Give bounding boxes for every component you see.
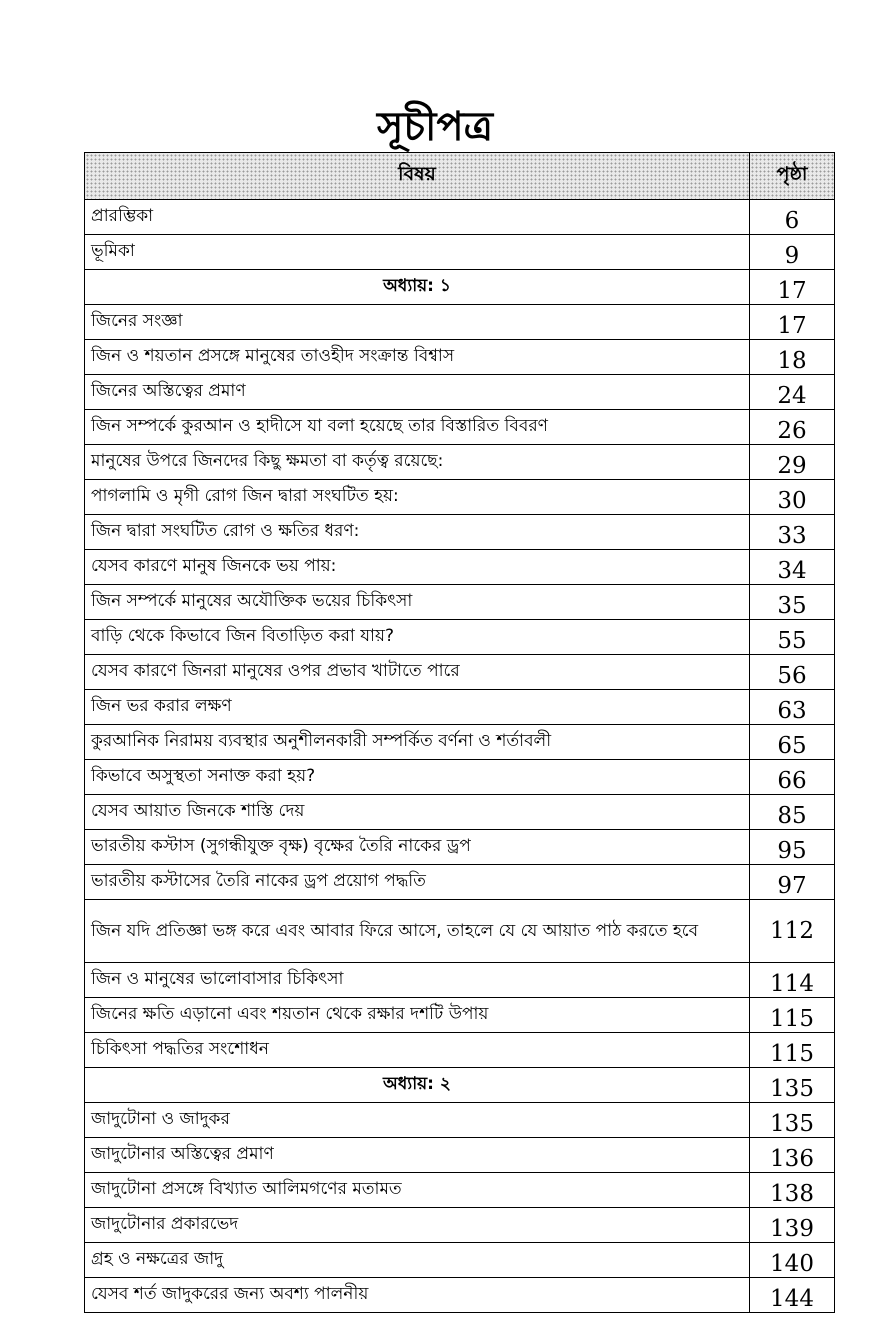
topic-cell: জিনের ক্ষতি এড়ানো এবং শয়তান থেকে রক্ষার দশটি উপায়: [85, 998, 750, 1033]
table-row: [85, 550, 835, 585]
topic-cell: যেসব শর্ত জাদুকরের জন্য অবশ্য পালনীয়: [85, 1278, 750, 1313]
page-number-cell: 140: [750, 1243, 835, 1278]
chapter-heading: অধ্যায়: ১: [85, 270, 750, 305]
contents-table: [84, 152, 835, 1313]
page-number-cell: 115: [750, 1033, 835, 1068]
column-header-topic: বিষয়: [85, 153, 750, 200]
chapter-row: [85, 1068, 835, 1103]
table-row: [85, 865, 835, 900]
table-row: [85, 515, 835, 550]
table-row: [85, 760, 835, 795]
topic-cell: কিভাবে অসুস্থতা সনাক্ত করা হয়?: [85, 760, 750, 795]
table-row: [85, 1173, 835, 1208]
page-number-cell: 65: [750, 725, 835, 760]
page-number-cell: 24: [750, 375, 835, 410]
page-number-cell: 138: [750, 1173, 835, 1208]
page-number-cell: 35: [750, 585, 835, 620]
page-number-cell: 112: [750, 900, 835, 963]
table-row: [85, 690, 835, 725]
topic-cell: জিন যদি প্রতিজ্ঞা ভঙ্গ করে এবং আবার ফিরে আসে, তাহলে যে যে আয়াত পাঠ করতে হবে: [85, 900, 750, 963]
page-number-cell: 136: [750, 1138, 835, 1173]
table-row: [85, 795, 835, 830]
topic-cell: প্রারম্ভিকা: [85, 200, 750, 235]
table-row: [85, 200, 835, 235]
page-number-cell: 144: [750, 1278, 835, 1313]
topic-cell: জিন সম্পর্কে কুরআন ও হাদীসে যা বলা হয়েছে তার বিস্তারিত বিবরণ: [85, 410, 750, 445]
table-row: [85, 1208, 835, 1243]
page-number-cell: 29: [750, 445, 835, 480]
topic-cell: ভূমিকা: [85, 235, 750, 270]
topic-cell: জাদুটোনার প্রকারভেদ: [85, 1208, 750, 1243]
table-row: [85, 305, 835, 340]
page-number-cell: 17: [750, 270, 835, 305]
table-row: [85, 1033, 835, 1068]
page-number-cell: 66: [750, 760, 835, 795]
topic-cell: যেসব কারণে জিনরা মানুষের ওপর প্রভাব খাটাতে পারে: [85, 655, 750, 690]
table-row: [85, 1278, 835, 1313]
page-number-cell: 115: [750, 998, 835, 1033]
page-number-cell: 56: [750, 655, 835, 690]
topic-cell: বাড়ি থেকে কিভাবে জিন বিতাড়িত করা যায়?: [85, 620, 750, 655]
topic-cell: যেসব কারণে মানুষ জিনকে ভয় পায়:: [85, 550, 750, 585]
topic-cell: জিন ও মানুষের ভালোবাসার চিকিৎসা: [85, 963, 750, 998]
page-number-cell: 17: [750, 305, 835, 340]
topic-cell: জিন ও শয়তান প্রসঙ্গে মানুষের তাওহীদ সংক্রান্ত বিশ্বাস: [85, 340, 750, 375]
table-header-row: [85, 153, 835, 200]
topic-cell: কুরআনিক নিরাময় ব্যবস্থার অনুশীলনকারী সম্পর্কিত বর্ণনা ও শর্তাবলী: [85, 725, 750, 760]
table-row: [85, 375, 835, 410]
page-number-cell: 63: [750, 690, 835, 725]
topic-cell: ভারতীয় কস্টাসের তৈরি নাকের ড্রপ প্রয়োগ পদ্ধতি: [85, 865, 750, 900]
table-row: [85, 340, 835, 375]
page-number-cell: 95: [750, 830, 835, 865]
table-row: [85, 1103, 835, 1138]
topic-cell: চিকিৎসা পদ্ধতির সংশোধন: [85, 1033, 750, 1068]
page-title: সূচীপত্র: [377, 104, 493, 150]
chapter-row: [85, 270, 835, 305]
topic-cell: যেসব আয়াত জিনকে শাস্তি দেয়: [85, 795, 750, 830]
page-number-cell: 97: [750, 865, 835, 900]
topic-cell: মানুষের উপরে জিনদের কিছু ক্ষমতা বা কর্তৃত্ব রয়েছে:: [85, 445, 750, 480]
topic-cell: জিন ভর করার লক্ষণ: [85, 690, 750, 725]
contents-table-body: [85, 200, 835, 1313]
table-row: [85, 963, 835, 998]
table-row: [85, 830, 835, 865]
table-row: [85, 585, 835, 620]
page-number-cell: 34: [750, 550, 835, 585]
page-number-cell: 55: [750, 620, 835, 655]
page-number-cell: 139: [750, 1208, 835, 1243]
topic-cell: জিন সম্পর্কে মানুষের অযৌক্তিক ভয়ের চিকিৎসা: [85, 585, 750, 620]
page-number-cell: 33: [750, 515, 835, 550]
table-row: [85, 445, 835, 480]
page-number-cell: 18: [750, 340, 835, 375]
topic-cell: ভারতীয় কস্টাস (সুগন্ধীযুক্ত বৃক্ষ) বৃক্ষের তৈরি নাকের ড্রপ: [85, 830, 750, 865]
topic-cell: জাদুটোনা ও জাদুকর: [85, 1103, 750, 1138]
page-number-cell: 135: [750, 1068, 835, 1103]
table-row: [85, 235, 835, 270]
table-row: [85, 1138, 835, 1173]
table-row: [85, 655, 835, 690]
topic-cell: জাদুটোনা প্রসঙ্গে বিখ্যাত আলিমগণের মতামত: [85, 1173, 750, 1208]
page-number-cell: 9: [750, 235, 835, 270]
table-row: [85, 620, 835, 655]
page-number-cell: 114: [750, 963, 835, 998]
column-header-page: পৃষ্ঠা: [750, 153, 835, 200]
topic-cell: জিনের অস্তিত্বের প্রমাণ: [85, 375, 750, 410]
table-row: [85, 480, 835, 515]
page-number-cell: 30: [750, 480, 835, 515]
topic-cell: গ্রহ ও নক্ষত্রের জাদু: [85, 1243, 750, 1278]
table-row: [85, 900, 835, 963]
topic-cell: পাগলামি ও মৃগী রোগ জিন দ্বারা সংঘটিত হয়:: [85, 480, 750, 515]
table-row: [85, 410, 835, 445]
page-number-cell: 6: [750, 200, 835, 235]
topic-cell: জাদুটোনার অস্তিত্বের প্রমাণ: [85, 1138, 750, 1173]
page-number-cell: 135: [750, 1103, 835, 1138]
table-row: [85, 1243, 835, 1278]
topic-cell: জিন দ্বারা সংঘটিত রোগ ও ক্ষতির ধরণ:: [85, 515, 750, 550]
chapter-heading: অধ্যায়: ২: [85, 1068, 750, 1103]
table-row: [85, 998, 835, 1033]
page-number-cell: 26: [750, 410, 835, 445]
topic-cell: জিনের সংজ্ঞা: [85, 305, 750, 340]
table-row: [85, 725, 835, 760]
page-number-cell: 85: [750, 795, 835, 830]
